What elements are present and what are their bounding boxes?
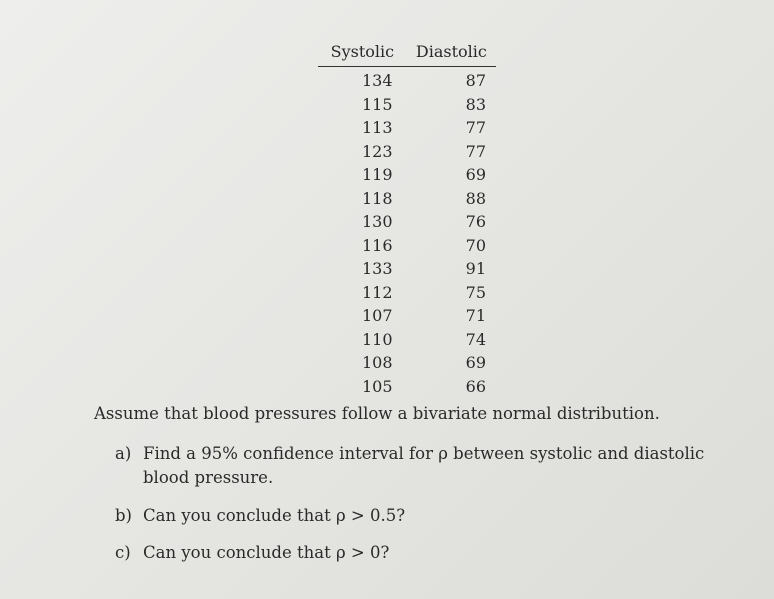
table-body	[318, 67, 496, 399]
table-row	[318, 304, 496, 328]
diastolic-value: 69	[465, 353, 486, 372]
table-row	[318, 351, 496, 375]
diastolic-value: 70	[465, 235, 486, 255]
table-row	[318, 93, 496, 117]
blood-pressure-table	[318, 40, 496, 398]
table-row	[318, 210, 496, 234]
diastolic-value: 91	[465, 259, 486, 278]
systolic-value: 123	[362, 141, 393, 161]
systolic-value: 134	[362, 71, 393, 90]
systolic-value: 105	[362, 376, 393, 396]
systolic-value: 118	[362, 188, 393, 208]
header-systolic: Systolic	[318, 40, 407, 67]
systolic-value: 133	[362, 259, 393, 278]
question-b-text: Can you conclude that ρ > 0.5?	[143, 506, 406, 525]
diastolic-value: 71	[465, 306, 486, 325]
question-b-letter: b)	[115, 506, 132, 525]
systolic-value: 116	[362, 235, 393, 255]
systolic-value: 130	[362, 212, 393, 231]
diastolic-value: 69	[465, 165, 486, 184]
assumption-text: Assume that blood pressures follow a bivariate normal distribution.	[94, 404, 660, 423]
table-row	[318, 375, 496, 399]
question-c	[115, 543, 389, 562]
diastolic-value: 77	[465, 118, 486, 137]
systolic-value: 113	[362, 118, 393, 137]
table-row	[318, 328, 496, 352]
diastolic-value: 87	[465, 71, 486, 90]
systolic-value: 119	[362, 165, 393, 184]
table-row	[318, 281, 496, 305]
table-row	[318, 163, 496, 187]
table-row	[318, 116, 496, 140]
diastolic-value: 88	[465, 188, 486, 208]
systolic-value: 115	[362, 94, 393, 114]
table-row	[318, 140, 496, 164]
systolic-value: 110	[362, 329, 393, 349]
table-row	[318, 67, 496, 93]
question-b	[115, 506, 405, 525]
diastolic-value: 74	[465, 329, 486, 349]
table-row	[318, 257, 496, 281]
diastolic-value: 66	[465, 376, 486, 396]
table-row	[318, 187, 496, 211]
systolic-value: 112	[362, 282, 393, 302]
diastolic-value: 76	[465, 212, 486, 231]
question-a-letter: a)	[115, 444, 132, 463]
table-row	[318, 234, 496, 258]
diastolic-value: 83	[465, 94, 486, 114]
diastolic-value: 75	[465, 282, 486, 302]
systolic-value: 107	[362, 306, 393, 325]
header-diastolic: Diastolic	[407, 40, 496, 67]
diastolic-value: 77	[465, 141, 486, 161]
question-c-letter: c)	[115, 543, 131, 562]
question-a-line2: blood pressure.	[143, 468, 274, 487]
question-a	[115, 442, 725, 490]
question-a-line1: Find a 95% confidence interval for ρ between systolic and diastolic	[143, 444, 705, 463]
question-c-text: Can you conclude that ρ > 0?	[143, 543, 390, 562]
systolic-value: 108	[362, 353, 393, 372]
table-header-row	[318, 40, 496, 67]
